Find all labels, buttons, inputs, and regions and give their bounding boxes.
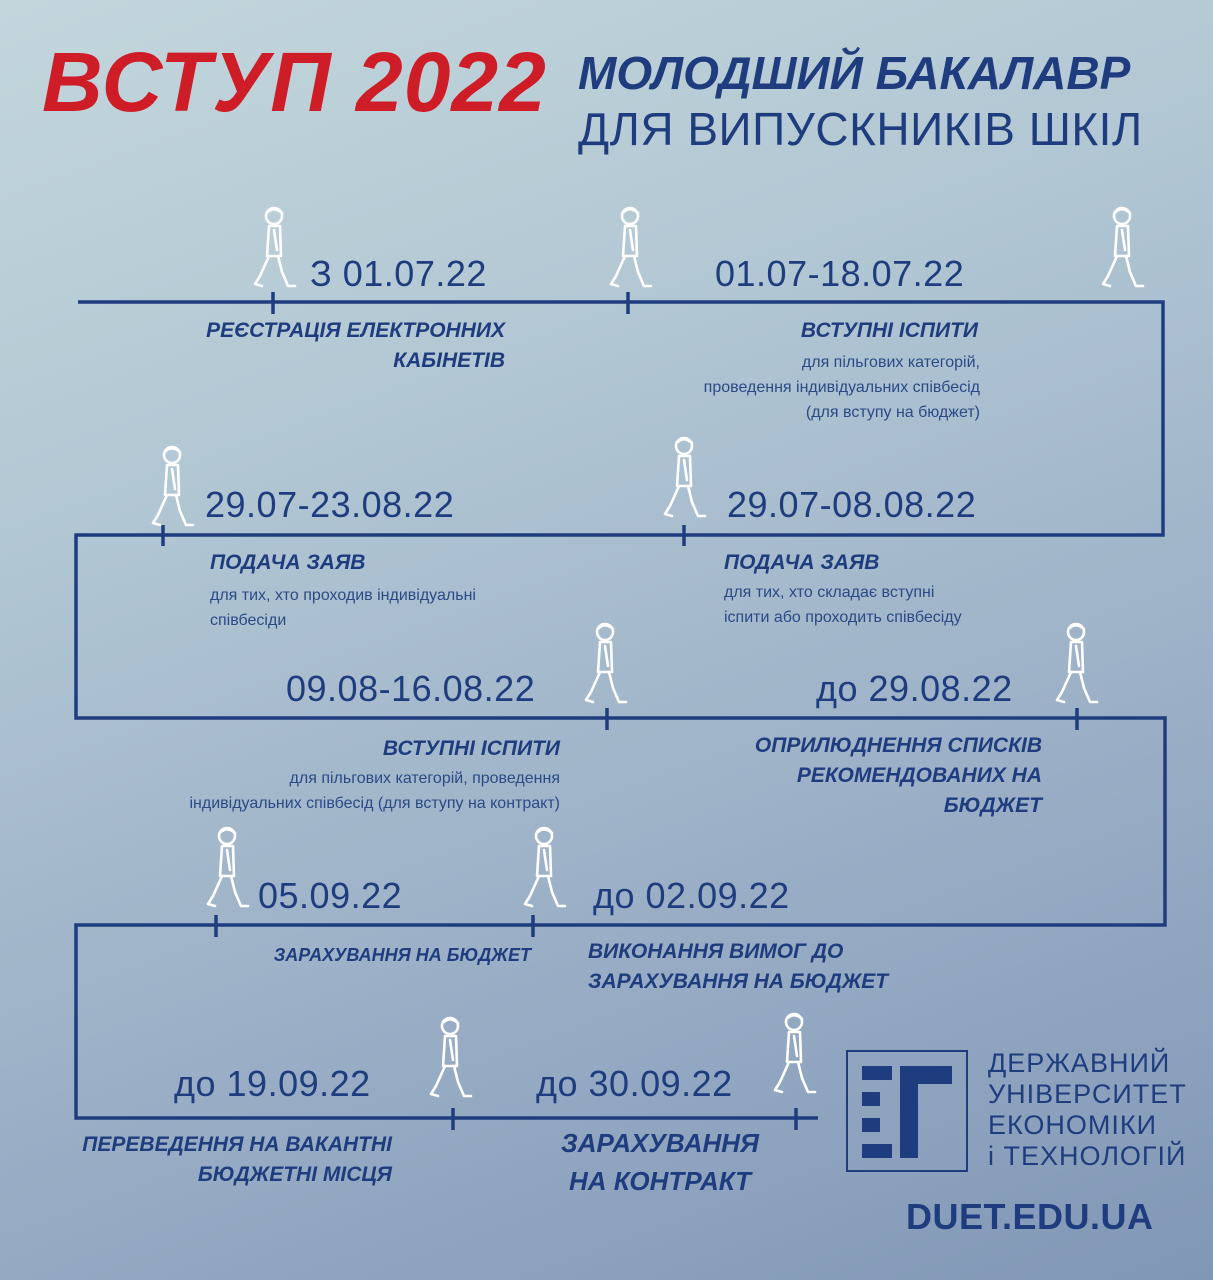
step-label-line: ВИКОНАННЯ ВИМОГ ДО <box>588 940 844 963</box>
step-label-line: БЮДЖЕТНІ МІСЦЯ <box>197 1163 392 1186</box>
walking-person-icon <box>252 206 298 294</box>
walking-person-icon <box>1100 206 1146 294</box>
step-label-line: ПЕРЕВЕДЕННЯ НА ВАКАНТНІ <box>82 1133 392 1156</box>
step-note-line: для пільгових категорій, проведення <box>289 770 560 787</box>
university-logo-icon <box>846 1050 968 1172</box>
step-label-line: ЗАРАХУВАННЯ <box>561 1128 759 1158</box>
step-note <box>210 583 476 633</box>
step-date: З 01.07.22 <box>310 253 487 294</box>
step-label: ПОДАЧА ЗАЯВ <box>724 551 880 574</box>
step-label-line: РЕКОМЕНДОВАНИХ НА <box>796 764 1042 787</box>
page-title: ВСТУП 2022 <box>42 35 547 129</box>
step-label: ПОДАЧА ЗАЯВ <box>210 551 366 574</box>
walking-person-icon <box>205 826 251 914</box>
step-label-line: РЕЄСТРАЦІЯ ЕЛЕКТРОННИХ <box>206 319 505 342</box>
step-label-line: КАБІНЕТІВ <box>393 349 505 372</box>
step-label <box>540 1124 780 1200</box>
walking-person-icon <box>608 206 654 294</box>
step-date: 29.07-08.08.22 <box>727 484 977 525</box>
walking-person-icon <box>150 445 196 533</box>
page-subtitle-line2: ДЛЯ ВИПУСКНИКІВ ШКІЛ <box>578 103 1143 155</box>
step-label <box>100 316 505 376</box>
step-note-line: для тих, хто проходив індивідуальні <box>210 587 476 604</box>
step-note-line: для пільгових категорій, <box>801 354 980 371</box>
website-url: DUET.EDU.UA <box>906 1196 1154 1237</box>
step-note-line: (для вступу на бюджет) <box>805 404 980 421</box>
walking-person-icon <box>522 826 568 914</box>
step-note <box>560 350 980 425</box>
step-note-line: іспити або проходить співбесіду <box>724 609 962 626</box>
step-label: ВСТУПНІ ІСПИТИ <box>382 737 560 760</box>
step-note-line: для тих, хто складає вступні <box>724 584 935 601</box>
step-note-line: індивідуальних співбесід (для вступу на контракт) <box>189 795 560 812</box>
step-date: до 30.09.22 <box>536 1063 733 1104</box>
university-name-line: ЕКОНОМІКИ <box>988 1110 1158 1140</box>
step-date: до 29.08.22 <box>816 668 1013 709</box>
step-date: до 19.09.22 <box>174 1063 371 1104</box>
walking-person-icon <box>583 622 629 710</box>
university-name <box>988 1048 1187 1172</box>
step-note <box>724 580 962 630</box>
step-label-line: БЮДЖЕТ <box>943 794 1042 817</box>
page-subtitle-line1: МОЛОДШИЙ БАКАЛАВР <box>578 47 1131 99</box>
step-label <box>588 937 888 997</box>
university-name-line: і ТЕХНОЛОГІЙ <box>988 1141 1187 1171</box>
step-date: 29.07-23.08.22 <box>205 484 455 525</box>
step-label-line: НА КОНТРАКТ <box>569 1166 751 1196</box>
step-label-line: ЗАРАХУВАННЯ НА БЮДЖЕТ <box>588 970 889 993</box>
step-note-line: проведення індивідуальних співбесід <box>703 379 980 396</box>
step-note-line: співбесіди <box>210 612 287 629</box>
university-name-line: ДЕРЖАВНИЙ <box>988 1048 1171 1078</box>
step-label <box>40 1130 392 1190</box>
step-date: 05.09.22 <box>258 875 403 916</box>
walking-person-icon <box>772 1012 818 1100</box>
step-date: 01.07-18.07.22 <box>715 253 965 294</box>
step-label: ЗАРАХУВАННЯ НА БЮДЖЕТ <box>273 945 531 965</box>
step-note <box>100 766 560 816</box>
step-label: ВСТУПНІ ІСПИТИ <box>800 319 978 342</box>
walking-person-icon <box>1054 622 1100 710</box>
step-date: 09.08-16.08.22 <box>286 668 536 709</box>
step-date: до 02.09.22 <box>593 875 790 916</box>
step-label <box>700 731 1042 821</box>
step-label-line: ОПРИЛЮДНЕННЯ СПИСКІВ <box>754 734 1042 757</box>
university-name-line: УНІВЕРСИТЕТ <box>988 1079 1187 1109</box>
walking-person-icon <box>662 436 708 524</box>
walking-person-icon <box>428 1016 474 1104</box>
